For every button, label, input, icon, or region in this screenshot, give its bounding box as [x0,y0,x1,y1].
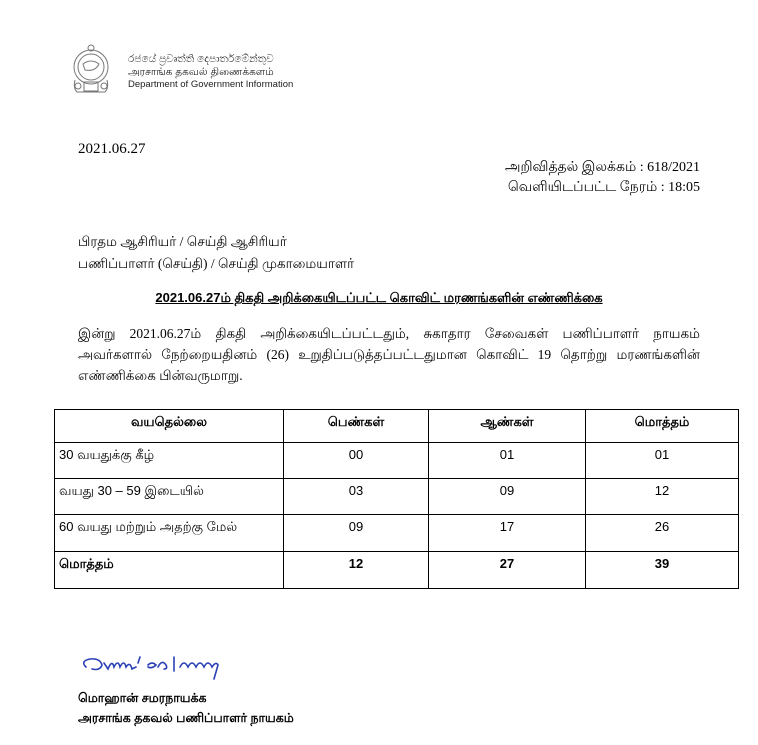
document-date: 2021.06.27 [78,141,146,157]
age-cell: 30 வயதுக்கு கீழ் [55,443,284,479]
signer-title: அரசாங்க தகவல் பணிப்பாளர் நாயகம் [78,711,294,725]
release-time-value: 18:05 [668,180,700,195]
separator: : [660,180,665,195]
letterhead-sinhala: රජයේ ප්‍රවෘත්ති දෙපාර්තමේන්තුව [128,53,274,65]
female-cell: 00 [284,443,429,479]
male-cell: 09 [429,479,586,515]
table-row [55,515,739,552]
body-paragraph: இன்று 2021.06.27ம் திகதி அறிக்கையிடப்பட்டதும், சுகாதார சேவைகள் பணிப்பாளர் நாயகம் அவர்களால் நேற்றையதினம் (26) உறுதிப்படுத்தப்பட்டதுமான கொவிட் 19 தொற்று மரணங்களின் எண்ணிக்கை பின்வருமாறு. [78,326,700,383]
table-row [55,479,739,515]
release-time [508,180,700,197]
male-cell: 01 [429,443,586,479]
sri-lanka-emblem-icon [63,42,123,94]
header-age-range: வயதெல்லை [55,410,284,443]
letterhead-english: Department of Government Information [128,79,294,90]
letterhead-tamil: அரசாங்க தகவல் திணைக்களம் [128,66,274,78]
female-cell: 03 [284,479,429,515]
male-cell: 17 [429,515,586,552]
total-label-cell: மொத்தம் [55,552,284,589]
deaths-table [54,409,739,589]
total-cell: 26 [586,515,739,552]
table-header-row [55,410,739,443]
total-cell: 12 [586,479,739,515]
release-number-value: 618/2021 [647,160,700,175]
table-total-row [55,552,739,589]
male-total-cell: 27 [429,552,586,589]
release-time-label: வெளியிடப்பட்ட நேரம் [507,180,658,195]
female-cell: 09 [284,515,429,552]
header-female: பெண்கள் [284,410,429,443]
separator: : [639,160,644,175]
grand-total-cell: 39 [586,552,739,589]
recipients-line-1: பிரதம ஆசிரியர் / செய்தி ஆசிரியர் [78,234,287,249]
handwritten-signature [78,653,268,683]
header-male: ஆண்கள் [429,410,586,443]
release-number-label: அறிவித்தல் இலக்கம் [504,160,637,175]
age-cell: 60 வயது மற்றும் அதற்கு மேல் [55,515,284,552]
release-number [505,160,700,177]
total-cell: 01 [586,443,739,479]
table-row [55,443,739,479]
female-total-cell: 12 [284,552,429,589]
document-heading: 2021.06.27ம் திகதி அறிக்கையிடப்பட்ட கொவிட் மரணங்களின் எண்ணிக்கை [155,290,603,305]
header-total: மொத்தம் [586,410,739,443]
age-cell: வயது 30 – 59 இடையில் [55,479,284,515]
signer-name: மொஹான் சமரநாயக்க [78,691,207,705]
recipients-line-2: பணிப்பாளர் (செய்தி) / செய்தி முகாமையாளர் [78,256,355,271]
